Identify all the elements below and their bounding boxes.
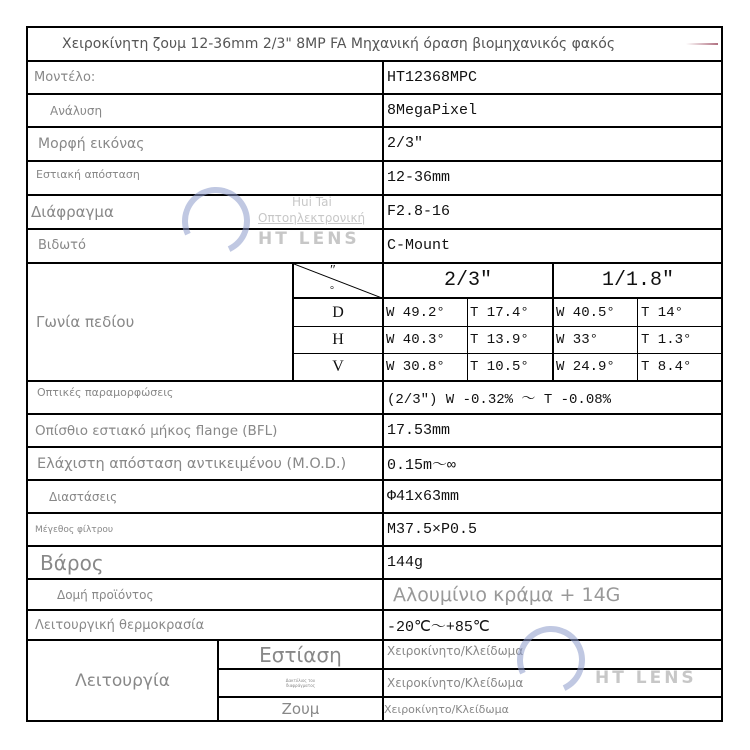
fov-cell: T 8.4° [641, 359, 692, 375]
operation-value-focus: Χειροκίνητο/Κλείδωμα [387, 644, 524, 658]
spec-label-mount: Βιδωτό [38, 238, 86, 253]
spec-label-operating-temp: Λειτουργική θερμοκρασία [35, 617, 205, 633]
fov-cell: T 10.5° [470, 359, 529, 375]
operation-label: Λειτουργία [75, 670, 170, 691]
table-title: Χειροκίνητη ζουμ 12-36mm 2/3" 8MP FA Μηχανική όραση βιομηχανικός φακός [62, 35, 616, 52]
spec-value-aperture: F2.8-16 [387, 203, 451, 220]
fov-unit-degree: ° [330, 284, 334, 296]
watermark-line2: Οπτοηλεκτρονική [258, 211, 366, 225]
spec-label-construction: Δομή προϊόντος [57, 587, 154, 602]
spec-value-mod: 0.15m～∞ [387, 457, 457, 474]
fov-label: Γωνία πεδίου [36, 312, 135, 331]
fov-format-1-1-8: 1/1.8″ [601, 269, 674, 292]
spec-value-mount: C-Mount [387, 237, 451, 254]
fov-format-2-3: 2/3″ [443, 269, 492, 292]
spec-value-operating-temp: -20℃～+85℃ [387, 618, 490, 636]
spec-label-dimensions: Διαστάσεις [49, 489, 118, 504]
spec-label-model: Μοντέλο: [34, 70, 96, 85]
spec-value-bfl: 17.53mm [387, 422, 451, 439]
fov-unit-inch: ″ [330, 264, 336, 278]
fov-cell: W 33° [556, 332, 599, 348]
watermark-line1: Hui Tai [292, 195, 332, 209]
fov-cell: W 49.2° [386, 304, 445, 321]
fov-cell: T 17.4° [470, 304, 529, 321]
fov-cell: W 30.8° [386, 359, 445, 375]
operation-name-focus: Εστίαση [259, 642, 342, 667]
spec-value-resolution: 8MegaPixel [387, 102, 478, 119]
spec-label-aperture: Διάφραγμα [31, 202, 114, 221]
spec-value-focal-length: 12-36mm [387, 169, 451, 186]
spec-label-bfl: Οπίσθιο εστιακό μήκος flange (BFL) [35, 422, 278, 439]
watermark-brand: HT LENS [258, 229, 360, 249]
spec-label-weight: Βάρος [40, 550, 104, 575]
corner-mark [686, 43, 718, 45]
spec-value-model: HT12368MPC [387, 69, 478, 86]
operation-value-iris: Χειροκίνητο/Κλείδωμα [387, 676, 524, 690]
spec-label-mod: Ελάχιστη απόσταση αντικειμένου (M.O.D.) [37, 455, 347, 472]
spec-value-filter-size: M37.5×P0.5 [387, 521, 478, 538]
fov-cell: W 24.9° [556, 359, 615, 375]
spec-label-distortion: Οπτικές παραμορφώσεις [37, 386, 174, 399]
fov-cell: W 40.3° [386, 332, 445, 348]
spec-label-focal-length: Εστιακή απόσταση [36, 168, 140, 181]
fov-axis-d: D [332, 303, 344, 321]
spec-value-distortion: (2/3″) W -0.32% ～ T -0.08% [387, 391, 612, 408]
spec-label-filter-size: Μέγεθος φίλτρου [35, 524, 114, 535]
spec-value-dimensions: Φ41x63mm [387, 488, 460, 505]
fov-cell: W 40.5° [556, 304, 615, 321]
spec-value-construction: Αλουμίνιο κράμα + 14G [393, 583, 621, 606]
spec-value-weight: 144g [387, 554, 424, 571]
operation-name-zoom: Ζουμ [281, 700, 320, 718]
spec-value-image-format: 2/3″ [387, 135, 424, 152]
fov-axis-v: V [332, 358, 344, 375]
operation-name-iris: Δακτύλιος του διαφράγματος [285, 678, 316, 688]
fov-cell: T 1.3° [641, 332, 692, 348]
spec-label-image-format: Μορφή εικόνας [38, 135, 145, 152]
fov-cell: T 14° [641, 304, 684, 321]
spec-label-resolution: Ανάλυση [50, 103, 103, 118]
watermark-brand: HT LENS [595, 668, 697, 688]
fov-cell: T 13.9° [470, 332, 529, 348]
operation-value-zoom: Χειροκίνητο/Κλείδωμα [384, 702, 509, 716]
fov-axis-h: H [332, 331, 344, 348]
